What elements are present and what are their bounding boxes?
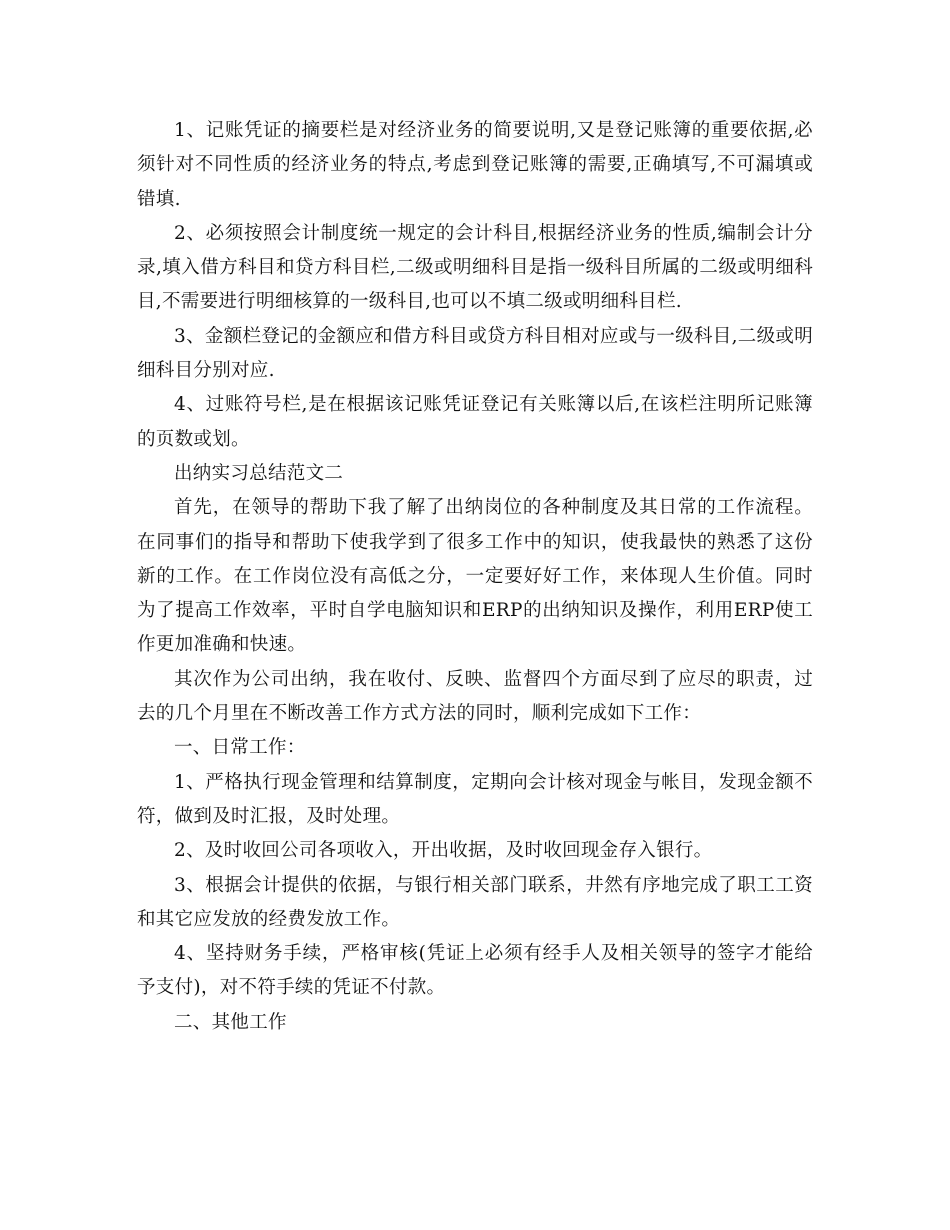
paragraph-voucher-summary: 1、记账凭证的摘要栏是对经济业务的简要说明,又是登记账簿的重要依据,必须针对不同性质的经济业务的特点,考虑到登记账簿的需要,正确填写,不可漏填或错填. [137, 120, 813, 210]
document-body [137, 114, 813, 1040]
paragraph-first: 首先，在领导的帮助下我了解了出纳岗位的各种制度及其日常的工作流程。在同事们的指导和帮助下使我学到了很多工作中的知识，使我最快的熟悉了这份新的工作。在工作岗位没有高低之分，一定要好好工作，来体现人生价值。同时为了提高工作效率，平时自学电脑知识和ERP的出纳知识及操作，利用ERP使工作更加准确和快速。 [137, 497, 813, 656]
list-item-collect-income: 2、及时收回公司各项收入，开出收据，及时收回现金存入银行。 [174, 840, 713, 862]
section-heading-other-work: 二、其他工作 [174, 1011, 287, 1033]
paragraph-amount-column: 3、金额栏登记的金额应和借方科目或贷方科目相对应或与一级科目,二级或明细科目分别对应. [137, 325, 813, 382]
paragraph-posting-symbol: 4、过账符号栏,是在根据该记账凭证登记有关账簿以后,在该栏注明所记账簿的页数或划。 [137, 394, 813, 450]
section-heading-sample-two: 出纳实习总结范文二 [174, 462, 344, 484]
paragraph-second: 其次作为公司出纳，我在收付、反映、监督四个方面尽到了应尽的职责，过去的几个月里在不断改善工作方式方法的同时，顺利完成如下工作： [137, 668, 813, 725]
list-item-audit: 4、坚持财务手续，严格审核(凭证上必须有经手人及相关领导的签字才能给予支付)，对不符手续的凭证不付款。 [137, 943, 813, 999]
section-heading-daily-work: 一、日常工作： [174, 737, 306, 759]
list-item-payroll: 3、根据会计提供的依据，与银行相关部门联系，井然有序地完成了职工工资和其它应发放的经费发放工作。 [137, 874, 813, 930]
list-item-cash-management: 1、严格执行现金管理和结算制度，定期向会计核对现金与帐目，发现金额不符，做到及时汇报，及时处理。 [137, 771, 813, 827]
paragraph-account-subjects: 2、必须按照会计制度统一规定的会计科目,根据经济业务的性质,编制会计分录,填入借方科目和贷方科目栏,二级或明细科目是指一级科目所属的二级或明细科目,不需要进行明细核算的一级科目,也可以不填二级或明细科目栏. [137, 222, 813, 313]
